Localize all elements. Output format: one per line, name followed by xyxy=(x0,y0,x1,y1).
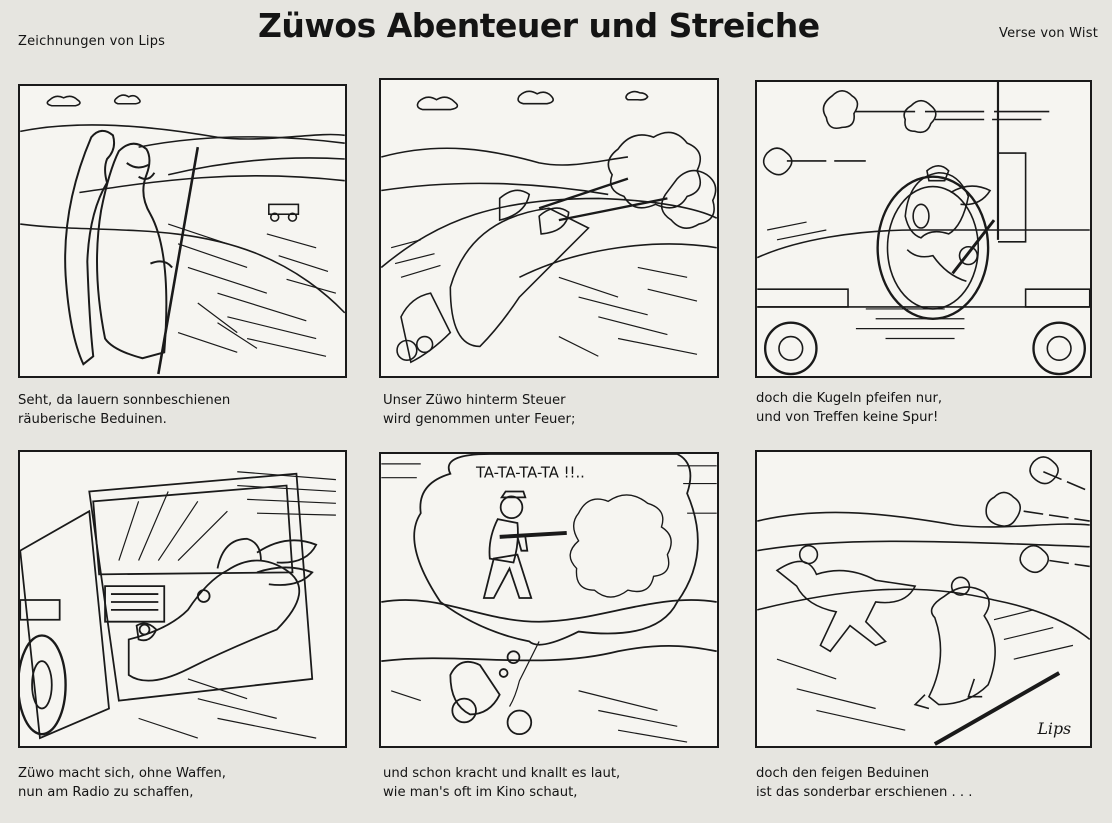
credit-drawings: Zeichnungen von Lips xyxy=(18,34,166,49)
panel-4-drawing xyxy=(20,452,345,746)
caption-panel-4 xyxy=(18,764,348,802)
panel-3 xyxy=(755,80,1092,378)
panel-3-drawing xyxy=(757,82,1090,376)
caption-line: ist das sonderbar erschienen . . . xyxy=(756,785,973,800)
caption-line: nun am Radio zu schaffen, xyxy=(18,785,194,800)
caption-panel-2 xyxy=(383,391,713,429)
caption-line: doch die Kugeln pfeifen nur, xyxy=(756,391,943,406)
caption-line: wie man's oft im Kino schaut, xyxy=(383,785,578,800)
caption-line: räuberische Beduinen. xyxy=(18,412,167,427)
credit-verses: Verse von Wist xyxy=(999,26,1098,41)
caption-line: und schon kracht und knallt es laut, xyxy=(383,766,621,781)
caption-line: und von Treffen keine Spur! xyxy=(756,410,939,425)
panel-1 xyxy=(18,84,347,378)
comic-title: Züwos Abenteuer und Streiche xyxy=(258,6,820,45)
caption-panel-5 xyxy=(383,764,713,802)
panel-6-drawing xyxy=(757,452,1090,746)
panel-2-drawing xyxy=(381,80,717,376)
panel-2 xyxy=(379,78,719,378)
caption-line: Züwo macht sich, ohne Waffen, xyxy=(18,766,226,781)
speech-bubble-text: TA-TA-TA-TA !!.. xyxy=(476,464,585,482)
panel-5 xyxy=(379,452,719,748)
panel-6 xyxy=(755,450,1092,748)
caption-line: wird genommen unter Feuer; xyxy=(383,412,576,427)
caption-panel-3 xyxy=(756,389,1086,427)
caption-line: Unser Züwo hinterm Steuer xyxy=(383,393,566,408)
caption-line: Seht, da lauern sonnbeschienen xyxy=(18,393,231,408)
panel-5-drawing xyxy=(381,454,717,746)
caption-panel-1 xyxy=(18,391,348,429)
caption-panel-6 xyxy=(756,764,1086,802)
caption-line: doch den feigen Beduinen xyxy=(756,766,930,781)
artist-signature: Lips xyxy=(1037,719,1072,739)
panel-1-drawing xyxy=(20,86,345,376)
panel-4 xyxy=(18,450,347,748)
